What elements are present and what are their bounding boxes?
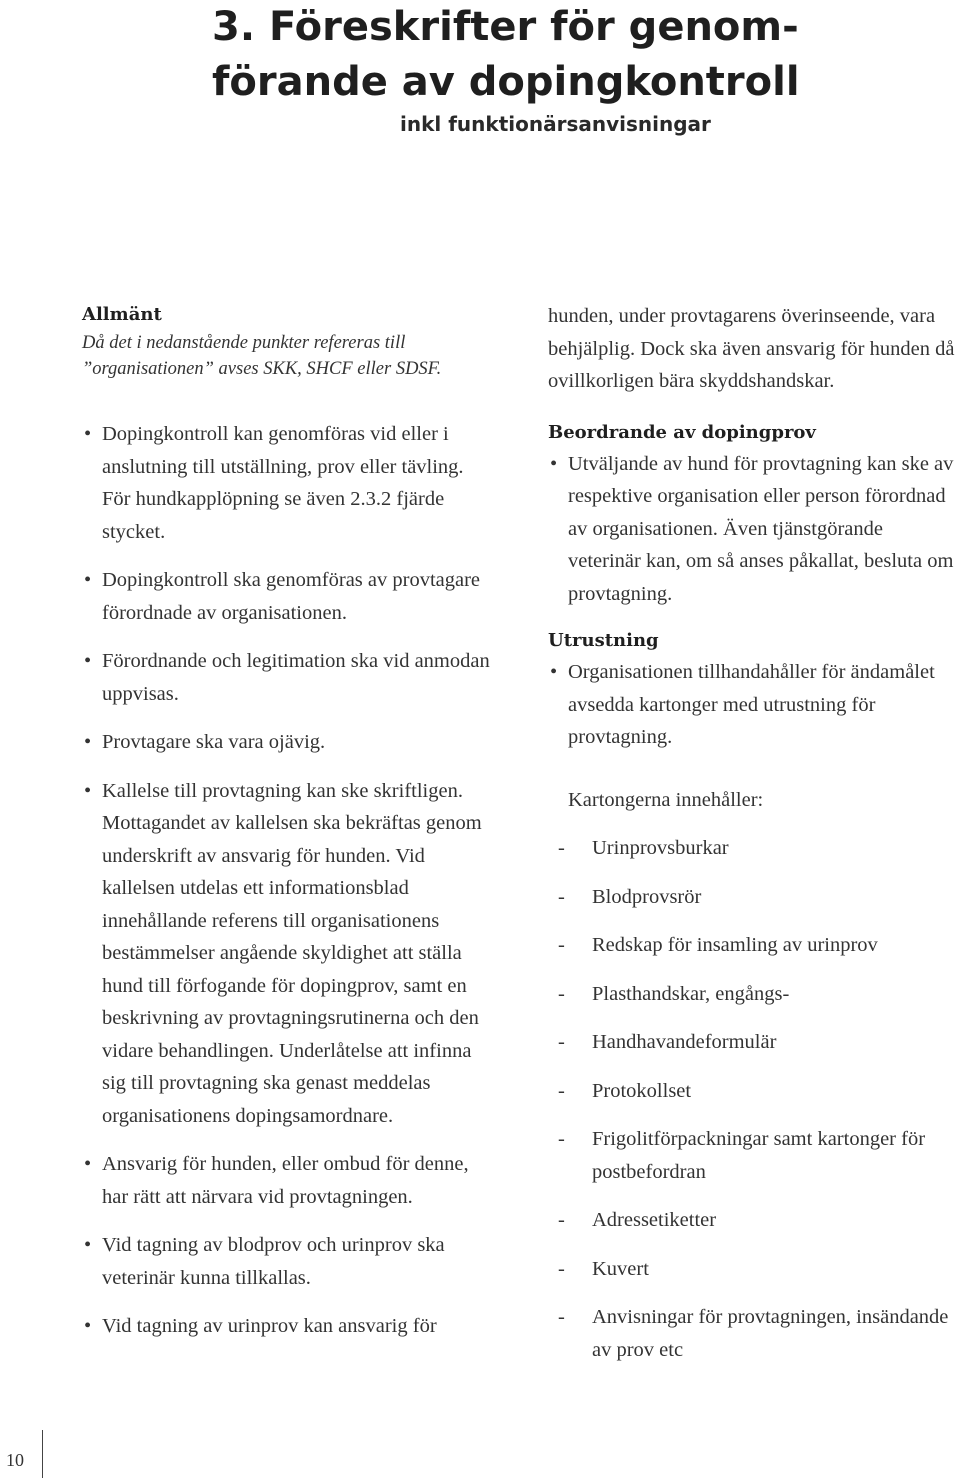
list-item: • Vid tagning av urinprov kan ansvarig för (82, 1310, 494, 1343)
section-heading-ordering: Beordrande av dopingprov (548, 421, 816, 443)
list-item: - Urinprovsburkar (548, 832, 960, 865)
list-item: • Vid tagning av blodprov och urinprov ska veterinär kunna tillkallas. (82, 1229, 494, 1294)
list-item: • Ansvarig för hunden, eller ombud för denne, har rätt att närvara vid provtagningen. (82, 1148, 494, 1213)
ordering-list (548, 448, 960, 611)
list-item: - Redskap för insamling av urinprov (548, 929, 960, 962)
section-heading-general: Allmänt (82, 304, 162, 325)
list-item: • Förordnande och legitimation ska vid anmodan uppvisas. (82, 645, 494, 710)
list-item: - Protokollset (548, 1075, 960, 1108)
continued-paragraph: hunden, under provtagarens överinseende, vara behjälplig. Dock ska även ansvarig för hunden då ovillkorligen bära skyddshandskar. (548, 305, 955, 392)
page-margin-rule (42, 1430, 43, 1478)
list-item: - Handhavandeformulär (548, 1026, 960, 1059)
list-item: - Frigolitförpackningar samt kartonger för postbefordran (548, 1123, 960, 1188)
page-title: 3. Föreskrifter för genom-förande av dopingkontroll (212, 4, 800, 105)
page-subtitle: inkl funktionärsanvisningar (400, 112, 711, 136)
list-item: - Anvisningar för provtagningen, insändande av prov etc (548, 1301, 960, 1366)
list-item: • Kallelse till provtagning kan ske skriftligen. Mottagandet av kallelsen ska bekräftas genom underskrift av ansvarig för hunden. Vid kallelsen utdelas ett informationsblad innehållande referens till organisationens bestämmelser angående skyldighet att ställa hund till förfogande för dopingprov, samt en beskrivning av provtagningsrutinerna och den vidare behandlingen. Underlåtelse att infinna sig till provtagning ska genast meddelas organisationens dopingsamordnare. (82, 775, 494, 1133)
right-column (548, 300, 960, 1382)
equipment-list (548, 656, 960, 754)
list-item: • Organisationen tillhandahåller för ändamålet avsedda kartonger med utrustning för provtagning. (548, 656, 960, 754)
page-number: 10 (6, 1450, 24, 1470)
list-item: • Utväljande av hund för provtagning kan ske av respektive organisation eller person förordnad av organisationen. Även tjänstgörande veterinär kan, om så anses påkallat, besluta om provtagning. (548, 448, 960, 611)
left-column (82, 300, 494, 1359)
section-heading-equipment: Utrustning (548, 630, 659, 651)
list-item: - Kuvert (548, 1253, 960, 1286)
list-item: • Dopingkontroll kan genomföras vid eller i anslutning till utställning, prov eller tävling. För hundkapplöpning se även 2.3.2 fjärde stycket. (82, 418, 494, 548)
intro-note: Då det i nedanstående punkter refereras till ”organisationen” avses SKK, SHCF eller SDSF. (82, 333, 442, 379)
list-item: - Plasthandskar, engångs- (548, 978, 960, 1011)
list-item: - Blodprovsrör (548, 881, 960, 914)
general-rules-list (82, 418, 494, 1343)
box-contents-list (548, 832, 960, 1366)
list-item: • Dopingkontroll ska genomföras av provtagare förordnade av organisationen. (82, 564, 494, 629)
list-item: • Provtagare ska vara ojävig. (82, 726, 494, 759)
contents-intro: Kartongerna innehåller: (568, 788, 764, 811)
list-item: - Adressetiketter (548, 1204, 960, 1237)
